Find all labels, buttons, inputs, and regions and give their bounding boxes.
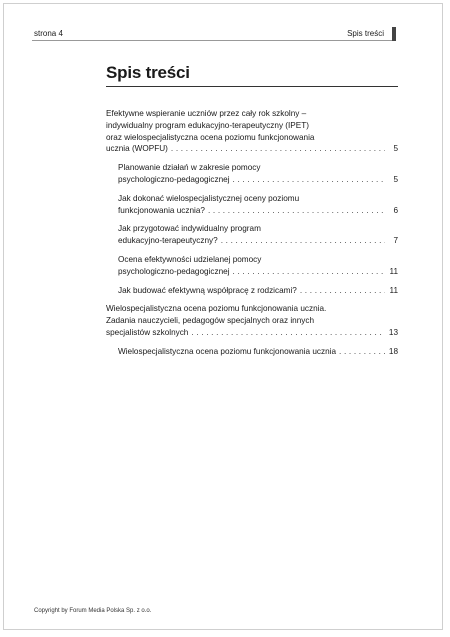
toc-entry-text-line: psychologiczno-pedagogicznej: [118, 266, 230, 276]
toc-entry-text-line: Wielospecjalistyczna ocena poziomu funkcjonowania ucznia: [118, 346, 336, 356]
toc-entry-last-line: [118, 174, 398, 186]
toc-page-number: 5: [393, 174, 398, 184]
table-of-contents: [106, 108, 398, 365]
toc-page-number: 11: [389, 285, 398, 295]
toc-entry-text-line: Zadania nauczycieli, pedagogów specjalnych oraz innych: [106, 316, 314, 326]
toc-entry-last-line: [118, 266, 398, 278]
toc-entry[interactable]: [106, 285, 398, 297]
toc-entry-text-line: Jak budować efektywną współpracę z rodzicami?: [118, 285, 297, 295]
copyright-footer: Copyright by Forum Media Polska Sp. z o.o.: [34, 608, 152, 614]
toc-page-number: 18: [388, 346, 398, 356]
dot-leader: [208, 205, 385, 217]
toc-entry[interactable]: [106, 254, 398, 278]
title-divider: [106, 86, 398, 87]
toc-entry-last-line: [118, 285, 398, 297]
toc-entry[interactable]: [106, 223, 398, 247]
header-edge-marker: [392, 27, 396, 41]
toc-entry[interactable]: [106, 303, 398, 338]
toc-entry-last-line: [118, 235, 398, 247]
toc-page-number: 13: [388, 327, 398, 337]
toc-entry-last-line: [118, 346, 398, 358]
toc-entry-text-line: Efektywne wspieranie uczniów przez cały rok szkolny –: [106, 109, 307, 118]
dot-leader: [233, 266, 385, 278]
dot-leader: [300, 285, 385, 297]
toc-entry-text-line: Jak przygotować indywidualny program: [118, 224, 261, 234]
toc-page-number: 5: [393, 144, 398, 154]
header-divider: [32, 40, 392, 41]
toc-entry-text-line: funkcjonowania ucznia?: [118, 205, 205, 215]
toc-entry-last-line: [106, 143, 398, 155]
toc-entry-text-line: edukacyjno-terapeutyczny?: [118, 236, 218, 246]
toc-entry[interactable]: [106, 193, 398, 217]
running-header-section: Spis treści: [347, 29, 384, 38]
toc-entry[interactable]: [106, 108, 398, 155]
page-title: Spis treści: [106, 63, 190, 82]
dot-leader: [339, 346, 385, 358]
toc-entry-text-line: Planowanie działań w zakresie pomocy: [118, 163, 261, 173]
toc-entry[interactable]: [106, 346, 398, 358]
toc-entry-text-line: ucznia (WOPFU): [106, 144, 168, 154]
toc-entry-text-line: specjalistów szkolnych: [106, 327, 189, 337]
toc-page-number: 7: [393, 236, 398, 246]
toc-entry-text-line: psychologiczno-pedagogicznej: [118, 174, 230, 184]
toc-entry-text-line: indywidualny program edukacyjno-terapeutyczny (IPET): [106, 120, 309, 130]
toc-entry-text-line: Ocena efektywności udzielanej pomocy: [118, 254, 262, 264]
dot-leader: [191, 327, 385, 339]
dot-leader: [171, 143, 385, 155]
page-number-label: strona 4: [34, 29, 63, 38]
toc-entry-last-line: [106, 327, 398, 339]
toc-entry-text-line: Jak dokonać wielospecjalistycznej oceny poziomu: [118, 193, 300, 203]
toc-entry-text-line: oraz wielospecjalistyczna ocena poziomu funkcjonowania: [106, 132, 315, 142]
toc-entry-text-line: Wielospecjalistyczna ocena poziomu funkcjonowania ucznia.: [106, 304, 327, 314]
dot-leader: [233, 174, 385, 186]
toc-page-number: 11: [389, 266, 398, 276]
toc-entry[interactable]: [106, 162, 398, 186]
dot-leader: [221, 235, 385, 247]
toc-entry-last-line: [118, 205, 398, 217]
toc-page-number: 6: [393, 205, 398, 215]
